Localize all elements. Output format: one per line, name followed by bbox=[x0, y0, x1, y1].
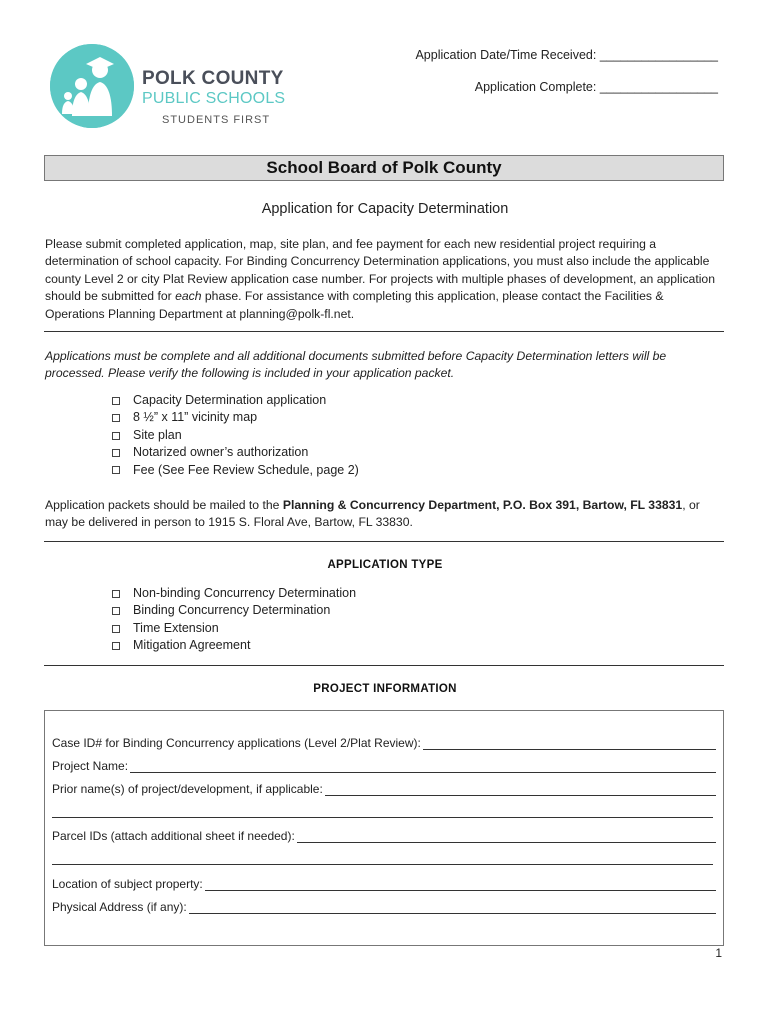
logo-name-line2: PUBLIC SCHOOLS bbox=[142, 90, 286, 107]
project-name-field[interactable] bbox=[52, 757, 716, 773]
checklist-label: Notarized owner’s authorization bbox=[133, 445, 309, 460]
physical-address-input[interactable] bbox=[189, 902, 716, 914]
application-type-option[interactable] bbox=[112, 602, 356, 619]
intro-paragraph bbox=[45, 236, 725, 323]
checklist-label: 8 ½” x 11” vicinity map bbox=[133, 410, 258, 425]
case-id-field[interactable] bbox=[52, 734, 716, 750]
location-field[interactable] bbox=[52, 875, 716, 891]
polk-county-schools-logo bbox=[50, 44, 290, 136]
checklist-label: Site plan bbox=[133, 427, 182, 442]
location-input[interactable] bbox=[205, 879, 716, 891]
checklist-item[interactable] bbox=[112, 444, 359, 461]
physical-address-field[interactable] bbox=[52, 898, 716, 914]
checklist-label: Capacity Determination application bbox=[133, 393, 327, 407]
checkbox-icon[interactable] bbox=[112, 397, 120, 405]
application-complete-field[interactable]: Application Complete: _________________ bbox=[474, 80, 718, 94]
application-type-option[interactable] bbox=[112, 585, 356, 602]
checklist-item[interactable] bbox=[112, 462, 359, 479]
location-label: Location of subject property: bbox=[52, 877, 203, 891]
page-subtitle: Application for Capacity Determination bbox=[261, 201, 509, 217]
application-type-options bbox=[112, 585, 356, 655]
case-id-label: Case ID# for Binding Concurrency applications (Level 2/Plat Review): bbox=[52, 736, 421, 750]
checklist-label: Fee (See Fee Review Schedule, page 2) bbox=[133, 462, 359, 477]
mailing-text-2: , or may be delivered in person to 1915 S. Floral Ave, Bartow, FL 33830. bbox=[45, 498, 700, 530]
checklist-item[interactable] bbox=[112, 392, 359, 409]
project-name-label: Project Name: bbox=[52, 759, 129, 773]
checklist-item[interactable] bbox=[112, 409, 359, 426]
page-number: 1 bbox=[715, 946, 722, 960]
logo-emblem bbox=[50, 44, 134, 128]
parcel-ids-continuation-line[interactable] bbox=[52, 864, 713, 865]
mailing-address: Planning & Concurrency Department, P.O. Box 391, Bartow, FL 33831 bbox=[282, 498, 683, 512]
checkbox-icon[interactable] bbox=[112, 590, 120, 598]
option-label: Mitigation Agreement bbox=[133, 638, 251, 653]
prior-names-continuation-line[interactable] bbox=[52, 817, 713, 818]
intro-text-2: phase. For assistance with completing this application, please contact the Facilities & Operations Planning Department at planning@polk-fl.net. bbox=[45, 289, 664, 321]
mailing-text-1: Application packets should be mailed to the bbox=[45, 498, 283, 512]
option-label: Time Extension bbox=[133, 620, 219, 635]
application-type-option[interactable] bbox=[112, 620, 356, 637]
mailing-instructions bbox=[45, 497, 725, 532]
packet-checklist bbox=[112, 392, 359, 479]
divider bbox=[44, 665, 724, 666]
checkbox-icon[interactable] bbox=[112, 625, 120, 633]
project-information-heading: PROJECT INFORMATION bbox=[313, 683, 457, 695]
option-label: Binding Concurrency Determination bbox=[133, 603, 331, 618]
prior-names-field[interactable] bbox=[52, 780, 716, 796]
application-type-heading: APPLICATION TYPE bbox=[327, 559, 443, 571]
option-label: Non-binding Concurrency Determination bbox=[133, 586, 357, 600]
page-title: School Board of Polk County bbox=[44, 155, 724, 181]
intro-text-1: Please submit completed application, map, site plan, and fee payment for each new residential project requiring a determination of school capacity. For Binding Concurrency Determination applications, you must also include the applicable county Level 2 or city Plat Review application case number. For projects with multiple phases of development, an application should be submitted for bbox=[45, 237, 715, 304]
checklist-item[interactable] bbox=[112, 427, 359, 444]
intro-emphasis: each bbox=[175, 289, 202, 304]
parcel-ids-input[interactable] bbox=[297, 831, 716, 843]
case-id-input[interactable] bbox=[423, 738, 716, 750]
parcel-ids-label: Parcel IDs (attach additional sheet if needed): bbox=[52, 829, 295, 843]
application-type-option[interactable] bbox=[112, 637, 356, 654]
logo-tagline: STUDENTS FIRST bbox=[162, 114, 271, 126]
logo-name-line1: POLK COUNTY bbox=[142, 68, 284, 89]
checkbox-icon[interactable] bbox=[112, 432, 120, 440]
project-name-input[interactable] bbox=[130, 761, 716, 773]
checkbox-icon[interactable] bbox=[112, 449, 120, 457]
physical-address-label: Physical Address (if any): bbox=[52, 900, 187, 914]
prior-names-label: Prior name(s) of project/development, if applicable: bbox=[52, 782, 323, 796]
date-received-field[interactable]: Application Date/Time Received: _________________ bbox=[415, 48, 718, 62]
checkbox-icon[interactable] bbox=[112, 414, 120, 422]
divider bbox=[44, 331, 724, 332]
divider bbox=[44, 541, 724, 542]
prior-names-input[interactable] bbox=[325, 784, 716, 796]
checkbox-icon[interactable] bbox=[112, 466, 120, 474]
parcel-ids-field[interactable] bbox=[52, 827, 716, 843]
checkbox-icon[interactable] bbox=[112, 642, 120, 650]
graduate-figures-icon bbox=[50, 44, 134, 128]
checkbox-icon[interactable] bbox=[112, 607, 120, 615]
notice-text: Applications must be complete and all additional documents submitted before Capacity Determination letters will be processed. Please verify the following is included in your application packet. bbox=[45, 349, 667, 381]
